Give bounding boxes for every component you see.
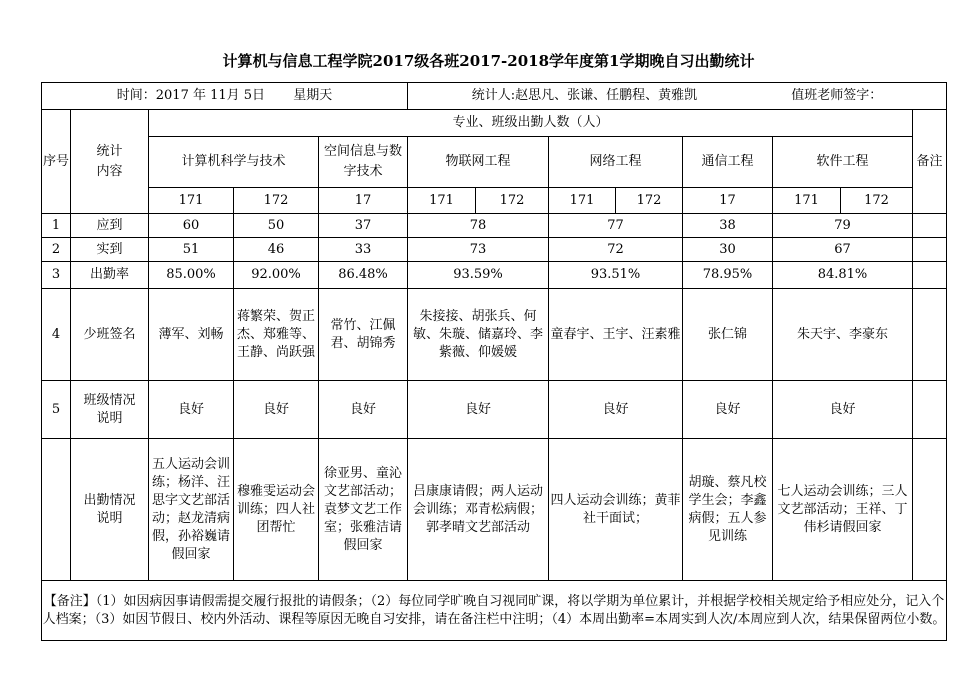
note-cell: 四人运动会训练；黄菲社干面试； [549, 439, 683, 581]
value-cell: 93.51% [549, 262, 683, 289]
teacher-sign-text: 值班老师签字： [791, 88, 883, 103]
row-label: 实到 [71, 238, 149, 262]
remark-cell [913, 289, 947, 381]
major-row [42, 137, 947, 188]
value-cell: 77 [549, 214, 683, 238]
footer-note: 【备注】（1）如因病因事请假需提交履行报批的请假条；（2）每位同学旷晚自习视同旷课，将以学期为单位累计，并根据学校相关规定给予相应处分，记入个人档案；（3）如因节假日、校内外活动、课程等原因无晚自习安排，请在备注栏中注明；（4）本周出勤率=本周实到人次/本周应到人次，结果保留两位小数。 [42, 581, 947, 641]
value-cell: 良好 [408, 381, 549, 439]
page-title: 计算机与信息工程学院2017级各班2017-2018学年度第1学期晚自习出勤统计 [222, 52, 755, 70]
due-row [42, 214, 947, 238]
row-seq: 2 [42, 238, 71, 262]
value-cell: 良好 [149, 381, 234, 439]
row-seq [42, 439, 71, 581]
info-stats-cell [408, 83, 947, 110]
value-cell: 86.48% [319, 262, 408, 289]
class-cell: 172 [234, 188, 319, 214]
major-spatial: 空间信息与数字技术 [319, 137, 408, 188]
remark-cell [913, 238, 947, 262]
value-cell: 85.00% [149, 262, 234, 289]
absent-row [42, 289, 947, 381]
class-cell: 172 [841, 188, 913, 214]
attendance-note-row [42, 439, 947, 581]
value-cell: 良好 [549, 381, 683, 439]
info-time-cell [42, 83, 408, 110]
value-cell: 51 [149, 238, 234, 262]
names-cell: 朱接接、胡张兵、何敏、朱璇、储嘉玲、李紫薇、仰媛媛 [408, 289, 549, 381]
note-cell: 胡璇、蔡凡校学生会；李鑫病假；五人参见训练 [683, 439, 773, 581]
value-cell: 33 [319, 238, 408, 262]
situation-row [42, 381, 947, 439]
names-cell: 薄军、刘畅 [149, 289, 234, 381]
note-cell: 五人运动会训练；杨洋、汪思字文艺部活动；赵龙清病假，孙裕巍请假回家 [149, 439, 234, 581]
value-cell: 50 [234, 214, 319, 238]
class-cell: 171 [149, 188, 234, 214]
names-cell: 童春宇、王宇、汪素雅 [549, 289, 683, 381]
remark-cell [913, 439, 947, 581]
note-cell: 七人运动会训练；三人文艺部活动；王祥、丁伟杉请假回家 [773, 439, 913, 581]
info-row [42, 83, 947, 110]
stats-people-text: 统计人:赵思凡、张谦、任鹏程、黄雅凯 [471, 88, 698, 103]
names-cell: 朱天宇、李豪东 [773, 289, 913, 381]
value-cell: 良好 [683, 381, 773, 439]
value-cell: 93.59% [408, 262, 549, 289]
actual-row [42, 238, 947, 262]
weekday-text: 星期天 [293, 88, 333, 103]
value-cell: 72 [549, 238, 683, 262]
footer-row [42, 581, 947, 641]
class-cell: 172 [476, 188, 549, 214]
major-comm: 通信工程 [683, 137, 773, 188]
value-cell: 84.81% [773, 262, 913, 289]
row-seq: 3 [42, 262, 71, 289]
remark-cell [913, 262, 947, 289]
major-network: 网络工程 [549, 137, 683, 188]
row-seq: 1 [42, 214, 71, 238]
row-label: 班级情况说明 [71, 381, 149, 439]
value-cell: 良好 [773, 381, 913, 439]
class-row [42, 188, 947, 214]
row-label: 出勤情况说明 [71, 439, 149, 581]
value-cell: 46 [234, 238, 319, 262]
row-label: 应到 [71, 214, 149, 238]
value-cell: 良好 [234, 381, 319, 439]
seq-header: 序号 [42, 110, 71, 214]
value-cell: 78.95% [683, 262, 773, 289]
remark-cell [913, 214, 947, 238]
class-cell: 172 [616, 188, 683, 214]
value-cell: 78 [408, 214, 549, 238]
major-iot: 物联网工程 [408, 137, 549, 188]
major-software: 软件工程 [773, 137, 913, 188]
value-cell: 67 [773, 238, 913, 262]
value-cell: 92.00% [234, 262, 319, 289]
value-cell: 良好 [319, 381, 408, 439]
rate-row [42, 262, 947, 289]
names-cell: 蒋繁荣、贺正杰、郑雅等、王静、尚跃强 [234, 289, 319, 381]
row-label: 少班签名 [71, 289, 149, 381]
remark-header: 备注 [913, 110, 947, 214]
header-row-1 [42, 110, 947, 137]
names-cell: 张仁锦 [683, 289, 773, 381]
note-cell: 徐亚男、童沁文艺部活动；袁梦文艺工作室；张雅洁请假回家 [319, 439, 408, 581]
note-cell: 吕康康请假；两人运动会训练；邓青松病假；郭孝晴文艺部活动 [408, 439, 549, 581]
row-seq: 5 [42, 381, 71, 439]
class-cell: 171 [408, 188, 476, 214]
value-cell: 73 [408, 238, 549, 262]
attendance-table [41, 82, 947, 641]
value-cell: 60 [149, 214, 234, 238]
row-seq: 4 [42, 289, 71, 381]
row-label: 出勤率 [71, 262, 149, 289]
class-cell: 17 [683, 188, 773, 214]
time-text: 时间：2017 年 11月 5日 [116, 88, 266, 103]
class-cell: 171 [549, 188, 616, 214]
value-cell: 79 [773, 214, 913, 238]
class-cell: 171 [773, 188, 841, 214]
class-cell: 17 [319, 188, 408, 214]
content-header: 统计内容 [71, 110, 149, 214]
remark-cell [913, 381, 947, 439]
names-cell: 常竹、江佩君、胡锦秀 [319, 289, 408, 381]
major-cs: 计算机科学与技术 [149, 137, 319, 188]
note-cell: 穆雅雯运动会训练；四人社团帮忙 [234, 439, 319, 581]
value-cell: 30 [683, 238, 773, 262]
value-cell: 37 [319, 214, 408, 238]
group-header: 专业、班级出勤人数（人） [149, 110, 913, 137]
value-cell: 38 [683, 214, 773, 238]
